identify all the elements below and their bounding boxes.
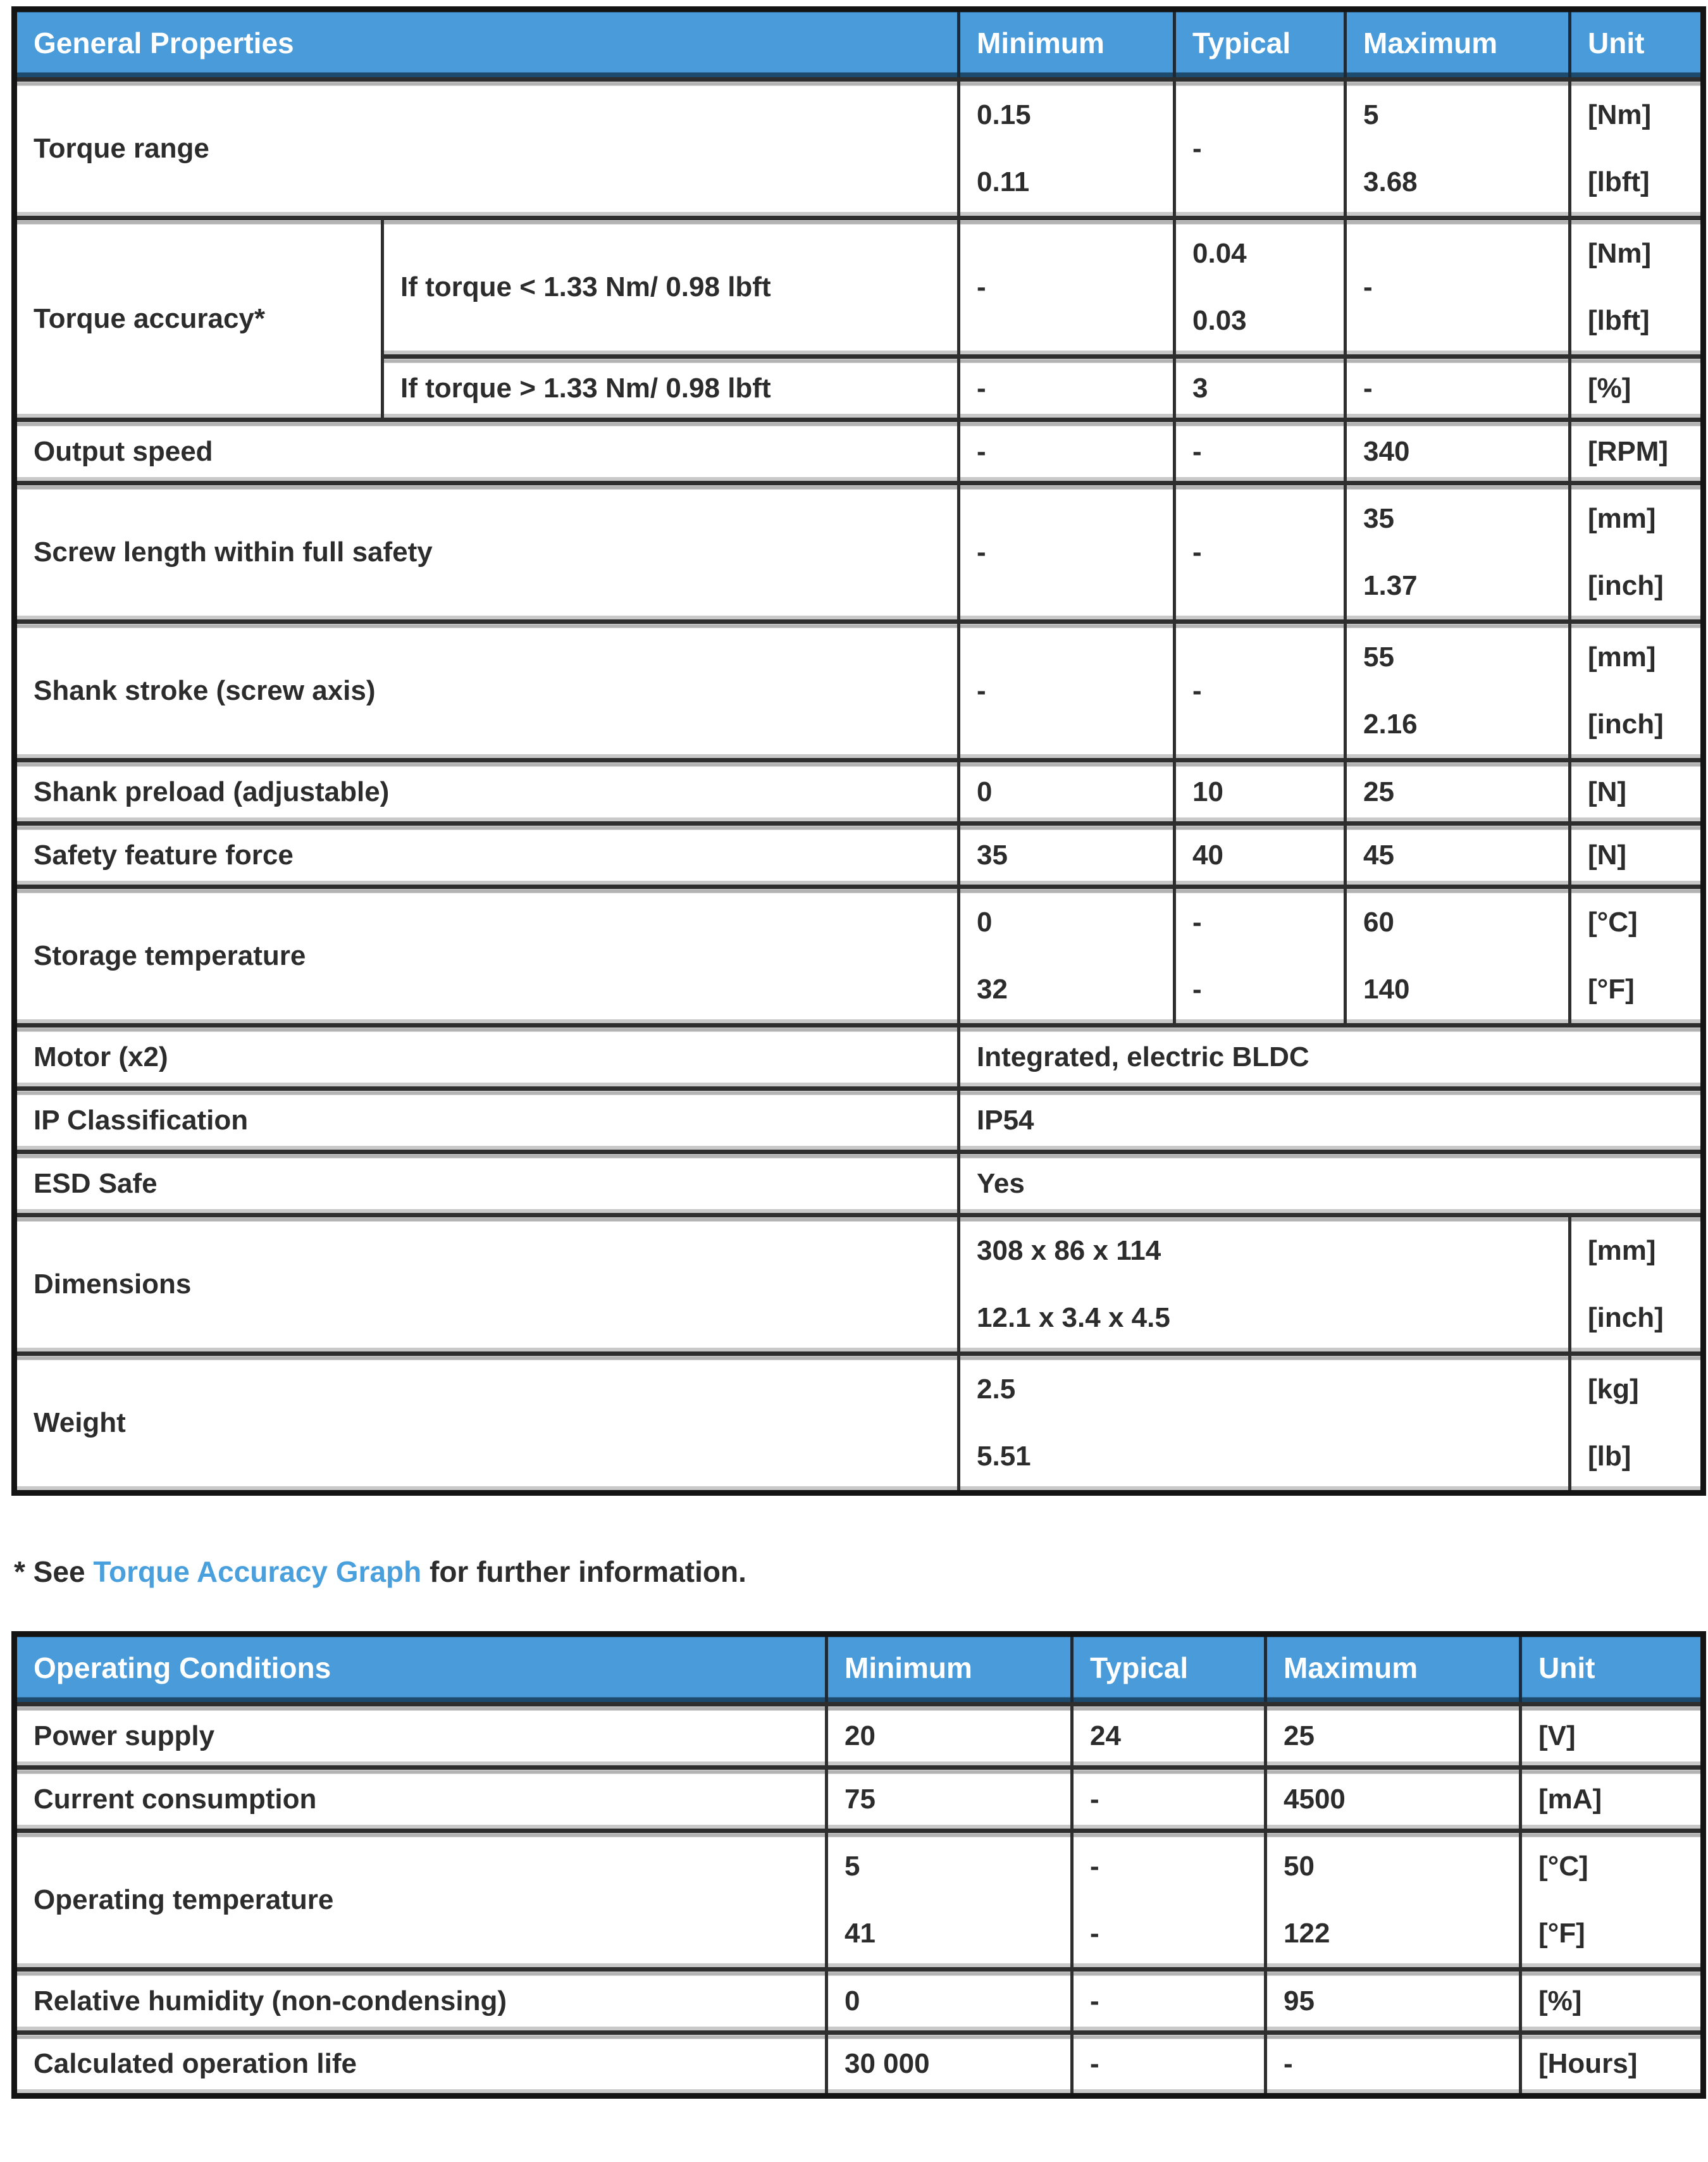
value-metric: 35 [1363,503,1394,534]
value-imperial: 0.11 [977,166,1030,197]
cell-condition: If torque < 1.33 Nm/ 0.98 lbft [383,218,959,357]
value-metric: 308 x 86 x 114 [977,1235,1161,1266]
cell-unit: [Hours] [1521,2033,1704,2096]
table-row-weight [15,1354,1704,1493]
cell-maximum: - [1346,357,1570,420]
value-imperial: 41 [845,1918,876,1949]
cell-maximum: 25 [1266,1705,1521,1768]
cell-minimum [959,80,1175,218]
footnote-suffix: for further information. [421,1555,746,1588]
cell-unit [1570,218,1704,357]
table-row-esd-safe [15,1152,1704,1215]
cell-unit: [N] [1570,761,1704,824]
cell-minimum: - [959,420,1175,483]
unit-imperial: [inch] [1588,709,1664,740]
row-label: Power supply [15,1705,827,1768]
cell-minimum [827,1831,1072,1970]
value-metric: - [1090,1851,1099,1882]
value-imperial: - [1090,1918,1099,1949]
table-row-motor [15,1026,1704,1089]
unit-imperial: [lb] [1588,1441,1631,1472]
cell-typical: - [1175,483,1346,622]
unit-imperial: [inch] [1588,570,1664,601]
row-label: Calculated operation life [15,2033,827,2096]
cell-minimum: 30 000 [827,2033,1072,2096]
cell-unit: [mA] [1521,1768,1704,1831]
cell-unit: [V] [1521,1705,1704,1768]
table-row-shank-stroke [15,622,1704,761]
col-header-unit: Unit [1570,9,1704,80]
footnote-prefix: * See [14,1555,94,1588]
col-header-typical: Typical [1072,1634,1266,1705]
cell-typical: 40 [1175,824,1346,887]
cell-minimum: 0 [959,761,1175,824]
unit-metric: [Nm] [1588,99,1652,130]
cell-minimum: - [959,218,1175,357]
cell-minimum: 0 [827,1970,1072,2033]
value-imperial: 3.68 [1363,166,1418,197]
cell-typical: - [1072,2033,1266,2096]
row-label: Storage temperature [15,887,959,1026]
row-label: Shank preload (adjustable) [15,761,959,824]
footnote [14,1554,1708,1589]
row-label: Screw length within full safety [15,483,959,622]
cell-typical [1072,1831,1266,1970]
value-imperial: 2.16 [1363,709,1418,740]
table-row-output-speed [15,420,1704,483]
row-label: Relative humidity (non-condensing) [15,1970,827,2033]
cell-maximum [1346,622,1570,761]
value-metric: 2.5 [977,1374,1016,1405]
value-imperial: 140 [1363,974,1410,1005]
col-header-minimum: Minimum [827,1634,1072,1705]
cell-maximum: 95 [1266,1970,1521,2033]
unit-imperial: [°F] [1538,1918,1585,1949]
cell-maximum: - [1346,218,1570,357]
table-row-storage-temperature [15,887,1704,1026]
col-header-maximum: Maximum [1346,9,1570,80]
general-properties-table [11,6,1706,1496]
cell-unit: [RPM] [1570,420,1704,483]
row-label: Dimensions [15,1215,959,1354]
cell-unit [1570,1354,1704,1493]
table-row-dimensions [15,1215,1704,1354]
general-header-row [15,9,1704,80]
col-header-minimum: Minimum [959,9,1175,80]
cell-unit: [N] [1570,824,1704,887]
row-label: Shank stroke (screw axis) [15,622,959,761]
table-row-operation-life [15,2033,1704,2096]
value-metric: 50 [1284,1851,1315,1882]
cell-value [959,1354,1570,1493]
table-row-torque-range [15,80,1704,218]
value-imperial: 122 [1284,1918,1330,1949]
table-row-screw-length [15,483,1704,622]
cell-minimum: 20 [827,1705,1072,1768]
row-label: Current consumption [15,1768,827,1831]
value-metric: 60 [1363,907,1394,938]
unit-metric: [Nm] [1588,238,1652,269]
cell-maximum: 340 [1346,420,1570,483]
cell-value: Integrated, electric BLDC [959,1026,1704,1089]
value-imperial: 12.1 x 3.4 x 4.5 [977,1302,1170,1333]
cell-minimum: 35 [959,824,1175,887]
row-label: ESD Safe [15,1152,959,1215]
cell-typical: - [1175,622,1346,761]
table-row-torque-accuracy-low [15,218,1704,357]
cell-typical: - [1072,1768,1266,1831]
row-label: Torque accuracy* [15,218,383,420]
cell-maximum [1346,483,1570,622]
value-metric: 5 [1363,99,1379,130]
operating-conditions-table [11,1631,1706,2099]
table-row-operating-temperature [15,1831,1704,1970]
cell-unit [1570,887,1704,1026]
cell-value: IP54 [959,1089,1704,1152]
cell-typical: 24 [1072,1705,1266,1768]
cell-maximum [1346,887,1570,1026]
col-header-typical: Typical [1175,9,1346,80]
cell-typical: - [1175,420,1346,483]
cell-minimum: - [959,357,1175,420]
row-label: IP Classification [15,1089,959,1152]
row-label: Safety feature force [15,824,959,887]
row-label: Operating temperature [15,1831,827,1970]
unit-metric: [kg] [1588,1374,1639,1405]
cell-typical [1175,218,1346,357]
unit-imperial: [inch] [1588,1302,1664,1333]
cell-unit [1570,483,1704,622]
unit-metric: [°C] [1538,1851,1588,1882]
table-row-current-consumption [15,1768,1704,1831]
row-label: Weight [15,1354,959,1493]
cell-minimum: - [959,483,1175,622]
col-header-unit: Unit [1521,1634,1704,1705]
cell-minimum [959,887,1175,1026]
value-imperial: 1.37 [1363,570,1418,601]
cell-typical: 3 [1175,357,1346,420]
cell-unit [1570,80,1704,218]
table-row-relative-humidity [15,1970,1704,2033]
unit-imperial: [°F] [1588,974,1635,1005]
unit-metric: [mm] [1588,642,1656,673]
table-row-ip-classification [15,1089,1704,1152]
table-row-shank-preload [15,761,1704,824]
value-imperial: 0.03 [1192,305,1247,336]
value-metric: 0.15 [977,99,1031,130]
cell-maximum [1346,80,1570,218]
cell-typical [1175,887,1346,1026]
cell-typical: - [1072,1970,1266,2033]
cell-typical: - [1175,80,1346,218]
cell-value: Yes [959,1152,1704,1215]
unit-metric: [mm] [1588,503,1656,534]
value-metric: 0.04 [1192,238,1247,269]
cell-minimum: - [959,622,1175,761]
row-label: Output speed [15,420,959,483]
cell-minimum: 75 [827,1768,1072,1831]
row-label: Motor (x2) [15,1026,959,1089]
cell-unit: [%] [1570,357,1704,420]
table-row-power-supply [15,1705,1704,1768]
cell-maximum: 25 [1346,761,1570,824]
cell-unit [1521,1831,1704,1970]
cell-condition: If torque > 1.33 Nm/ 0.98 lbft [383,357,959,420]
general-table-title: General Properties [15,9,959,80]
operating-header-row [15,1634,1704,1705]
cell-value [959,1215,1570,1354]
cell-typical: 10 [1175,761,1346,824]
unit-imperial: [lbft] [1588,305,1650,336]
value-imperial: 5.51 [977,1441,1031,1472]
unit-metric: [°C] [1588,907,1638,938]
value-metric: 55 [1363,642,1394,673]
col-header-maximum: Maximum [1266,1634,1521,1705]
value-metric: 0 [977,907,993,938]
cell-unit [1570,622,1704,761]
row-label: Torque range [15,80,959,218]
torque-accuracy-graph-link[interactable]: Torque Accuracy Graph [93,1555,422,1588]
operating-table-title: Operating Conditions [15,1634,827,1705]
value-metric: - [1192,907,1202,938]
cell-unit [1570,1215,1704,1354]
unit-imperial: [lbft] [1588,166,1650,197]
value-metric: 5 [845,1851,860,1882]
cell-maximum: - [1266,2033,1521,2096]
cell-unit: [%] [1521,1970,1704,2033]
value-imperial: - [1192,974,1202,1005]
unit-metric: [mm] [1588,1235,1656,1266]
table-row-safety-feature-force [15,824,1704,887]
cell-maximum: 4500 [1266,1768,1521,1831]
cell-maximum [1266,1831,1521,1970]
cell-maximum: 45 [1346,824,1570,887]
value-imperial: 32 [977,974,1008,1005]
